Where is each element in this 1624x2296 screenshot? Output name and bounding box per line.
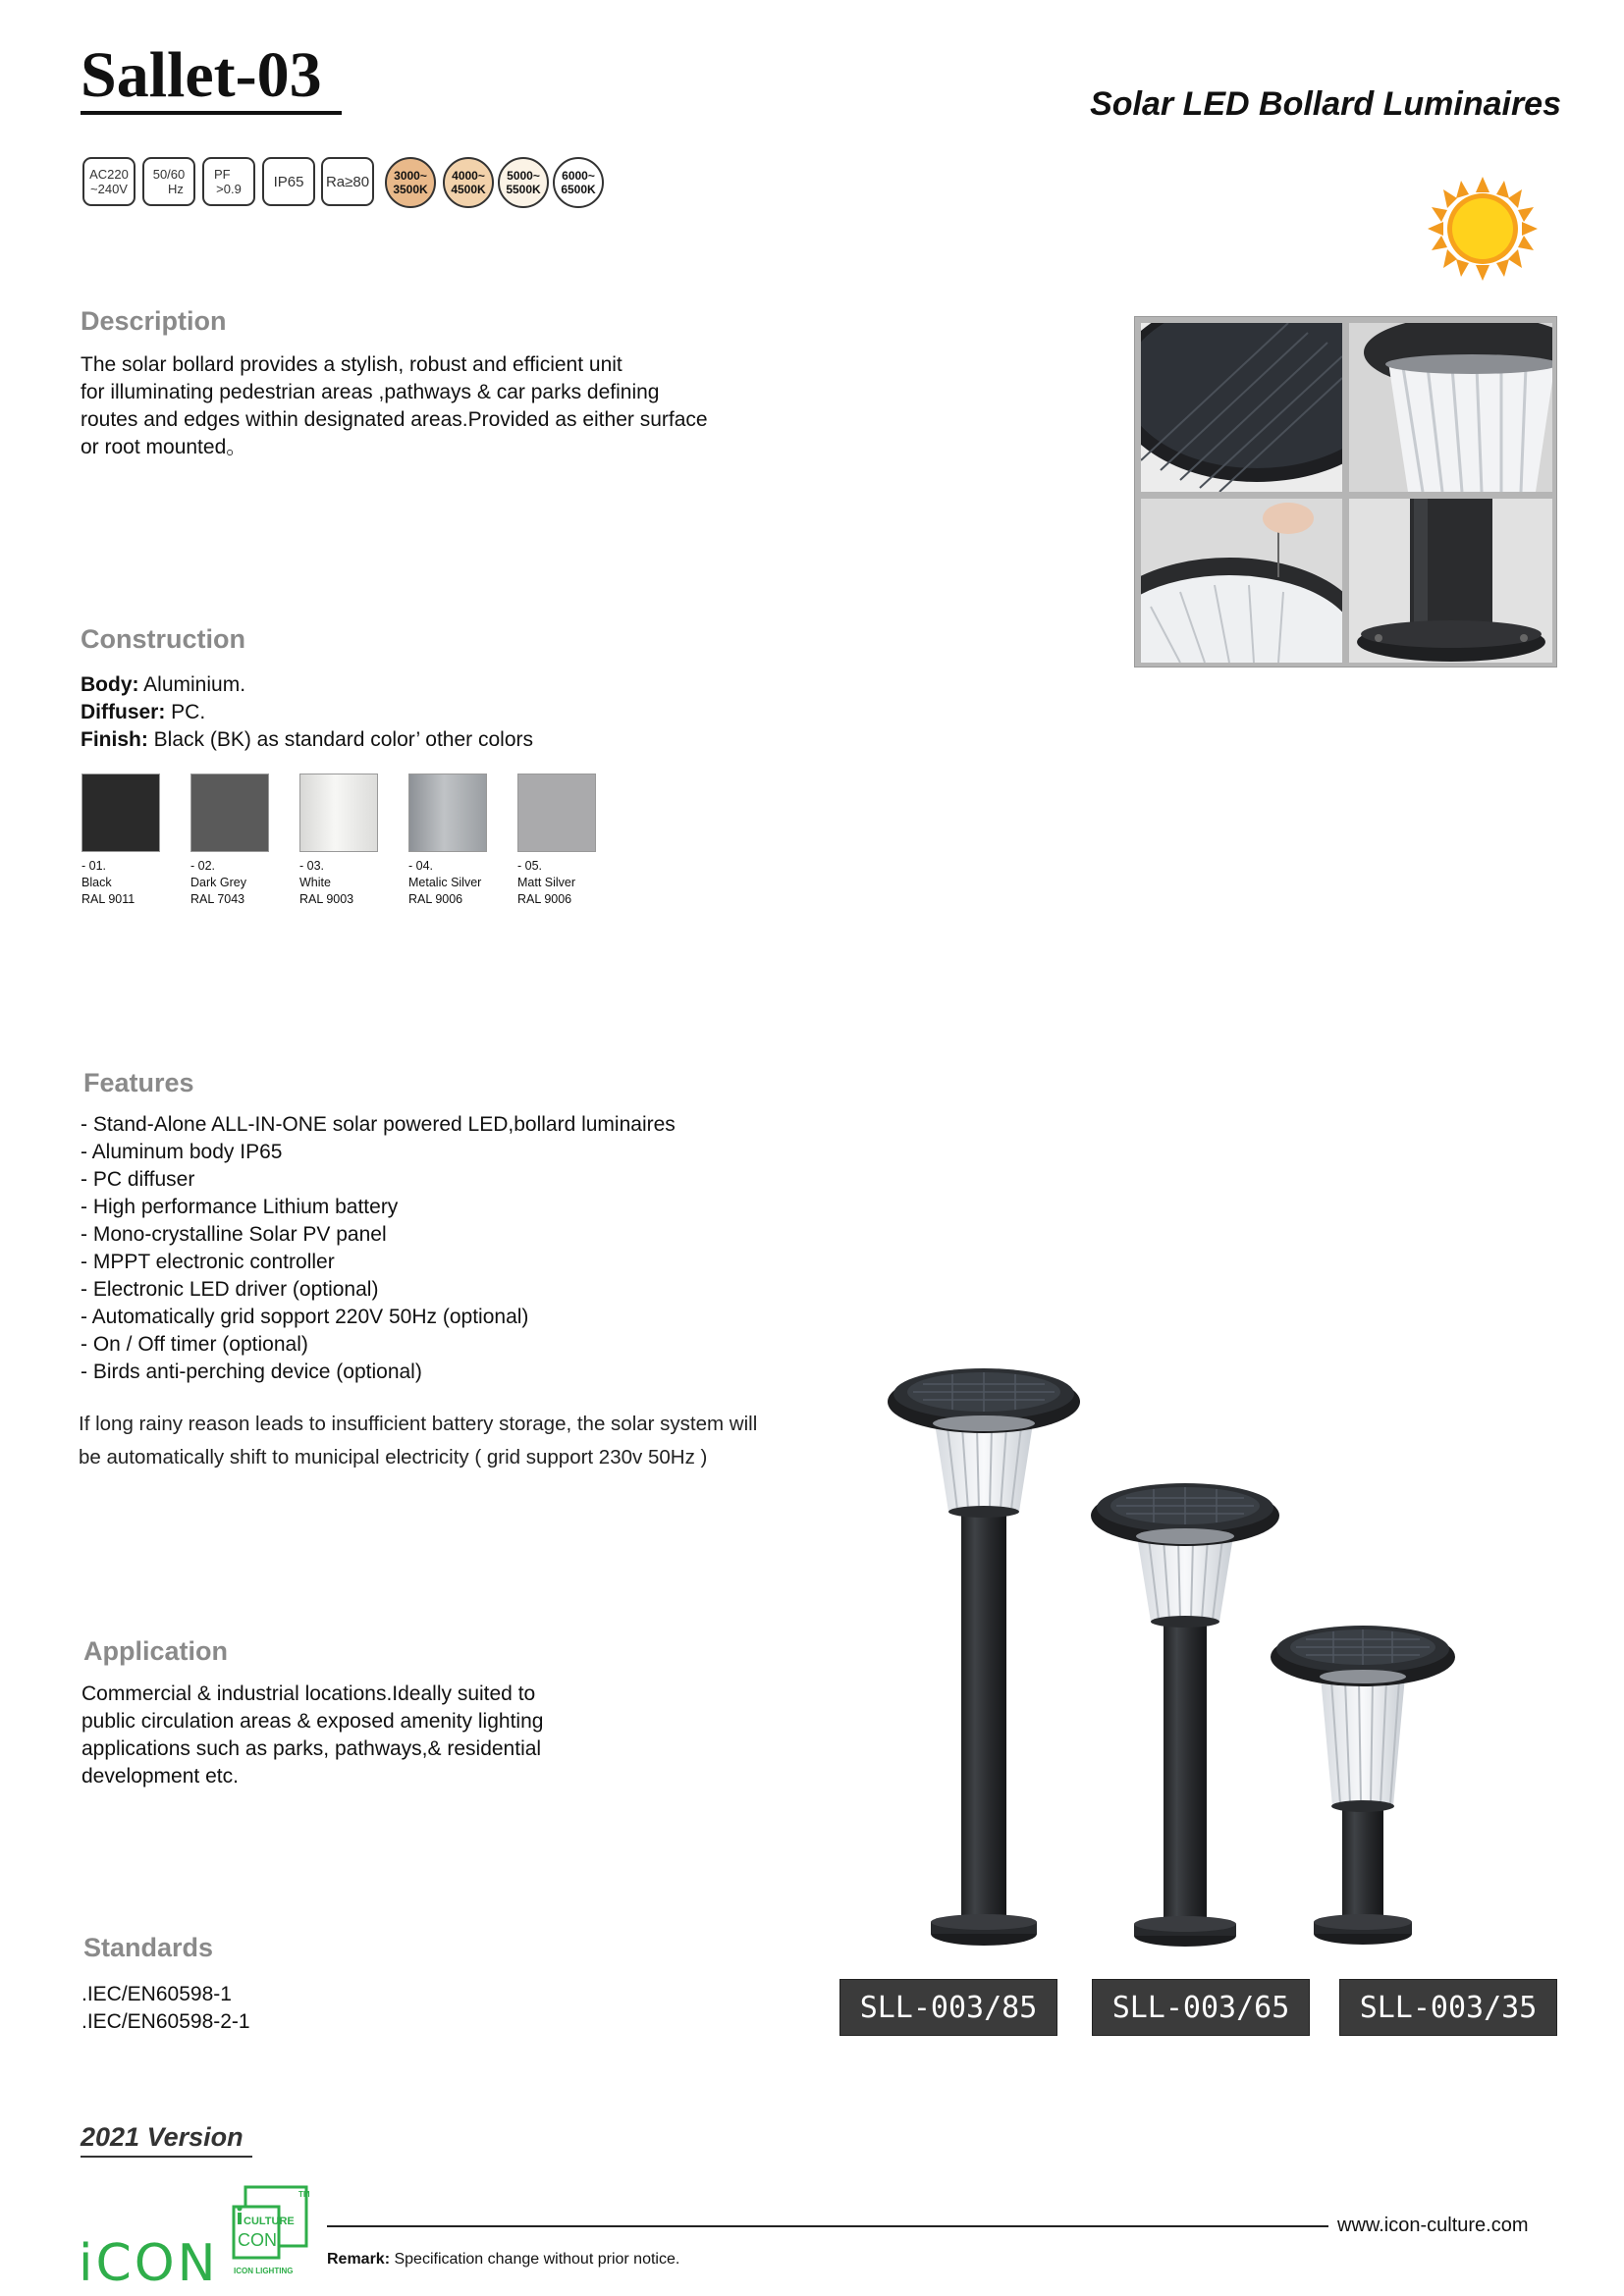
diffuser-label: Diffuser: (81, 701, 166, 723)
application-line: Commercial & industrial locations.Ideally suited to (81, 1682, 536, 1705)
feature-item: - MPPT electronic controller (81, 1251, 335, 1273)
bollard-short (1271, 1626, 1455, 1945)
description-heading: Description (81, 306, 227, 336)
standard-item: .IEC/EN60598-2-1 (81, 2010, 250, 2033)
title-underline (81, 111, 342, 115)
description-line: for illuminating pedestrian areas ,pathways & car parks defining (81, 381, 660, 403)
swatch-label-dark-grey (190, 858, 298, 908)
construction-finish-line (81, 726, 768, 754)
cct-badge-line2: 5500K (506, 183, 541, 196)
frequency-badge-line1: 50/60 (152, 167, 186, 182)
description-line: or root mounted。 (81, 436, 247, 458)
remark-body: Specification change without prior notice. (390, 2251, 680, 2268)
standards-heading: Standards (83, 1933, 214, 1962)
ip-rating-badge-text: IP65 (273, 173, 304, 190)
swatch-matt-silver (517, 774, 596, 852)
description-text (81, 351, 787, 461)
website-link[interactable]: www.icon-culture.com (1337, 2215, 1529, 2236)
version-underline (81, 2156, 252, 2158)
diffuser-value: PC. (165, 701, 206, 723)
application-text (81, 1681, 690, 1790)
footer-divider (327, 2225, 1328, 2227)
cct-badge-line1: 6000~ (562, 169, 595, 183)
feature-item: - Mono-crystalline Solar PV panel (81, 1223, 387, 1246)
remark-text (327, 2250, 679, 2269)
standard-item: .IEC/EN60598-1 (81, 1983, 232, 2005)
page-title: Sallet-03 (81, 39, 322, 111)
cct-badge-line2: 6500K (561, 183, 596, 196)
swatch-ral: RAL 9011 (81, 892, 135, 906)
bollard-medium (1091, 1483, 1279, 1947)
cri-badge (321, 157, 374, 206)
feature-item: - Stand-Alone ALL-IN-ONE solar powered LED,bollard luminaires (81, 1113, 676, 1136)
photo-solar-panel (1141, 323, 1342, 492)
badge-con-text: CON (238, 2230, 277, 2250)
swatch-metalic-silver (408, 774, 487, 852)
bollard-tall (888, 1368, 1080, 1946)
features-list (81, 1111, 676, 1386)
product-detail-photos (1134, 316, 1557, 667)
swatch-code: - 01. (81, 859, 107, 873)
swatch-name: Dark Grey (190, 876, 246, 889)
swatch-label-white (299, 858, 407, 908)
feature-item: - On / Off timer (optional) (81, 1333, 308, 1356)
remark-label: Remark: (327, 2251, 391, 2268)
frequency-badge (142, 157, 195, 206)
swatch-name: Matt Silver (517, 876, 576, 889)
badge-tm-text: TM (298, 2190, 310, 2199)
swatch-ral: RAL 9006 (517, 892, 572, 906)
feature-item: - Birds anti-perching device (optional) (81, 1361, 422, 1383)
power-factor-badge (202, 157, 255, 206)
construction-heading: Construction (81, 624, 245, 654)
icon-logo-text: iCON (79, 2234, 219, 2293)
bollard-product-illustrations (884, 1364, 1522, 1953)
cri-badge-text: Ra≥80 (325, 173, 370, 190)
swatch-code: - 05. (517, 859, 543, 873)
sun-icon (1424, 175, 1542, 283)
construction-body-line (81, 671, 768, 699)
application-heading: Application (83, 1636, 228, 1666)
voltage-badge-line2: ~240V (90, 182, 128, 196)
power-factor-badge-line2: >0.9 (216, 182, 242, 196)
swatch-label-metalic-silver (408, 858, 516, 908)
swatch-ral: RAL 7043 (190, 892, 245, 906)
application-line: public circulation areas & exposed amenity lighting (81, 1710, 544, 1733)
product-label-65: SLL-003/65 (1092, 1979, 1310, 2036)
note-line: be automatically shift to municipal electricity ( grid support 230v 50Hz ) (79, 1446, 708, 1468)
cct-badge-line1: 5000~ (507, 169, 540, 183)
cct-badge-5000k (498, 157, 549, 208)
swatch-dark-grey (190, 774, 269, 852)
body-label: Body: (81, 673, 139, 696)
product-label-35: SLL-003/35 (1339, 1979, 1557, 2036)
photo-diffuser (1349, 323, 1552, 492)
cct-badge-line1: 4000~ (452, 169, 485, 183)
voltage-badge-line1: AC220 (89, 167, 129, 182)
finish-value: Black (BK) as standard color’ other colors (147, 728, 533, 751)
grid-support-note (79, 1408, 864, 1474)
photo-anti-perching (1141, 499, 1342, 663)
description-line: routes and edges within designated areas.Provided as either surface (81, 408, 708, 431)
ip-rating-badge (262, 157, 315, 206)
cct-badge-line2: 4500K (451, 183, 486, 196)
feature-item: - High performance Lithium battery (81, 1196, 399, 1218)
application-line: applications such as parks, pathways,& residential (81, 1737, 542, 1760)
voltage-badge (82, 157, 135, 206)
swatch-black (81, 774, 160, 852)
standards-list (81, 1981, 250, 2036)
swatch-name: Metalic Silver (408, 876, 482, 889)
cct-badge-6000k (553, 157, 604, 208)
swatch-ral: RAL 9003 (299, 892, 354, 906)
photo-base-mount (1349, 499, 1552, 663)
swatch-ral: RAL 9006 (408, 892, 463, 906)
product-label-85: SLL-003/85 (839, 1979, 1057, 2036)
feature-item: - Automatically grid sopport 220V 50Hz (optional) (81, 1306, 529, 1328)
swatch-label-black (81, 858, 189, 908)
swatch-name: White (299, 876, 331, 889)
version-label: 2021 Version (81, 2122, 244, 2152)
icon-culture-badge-logo (228, 2185, 318, 2279)
power-factor-badge-line1: PF (214, 167, 231, 182)
swatch-code: - 04. (408, 859, 434, 873)
swatch-code: - 02. (190, 859, 216, 873)
note-line: If long rainy reason leads to insufficient battery storage, the solar system will (79, 1413, 758, 1435)
swatch-code: - 03. (299, 859, 325, 873)
swatch-name: Black (81, 876, 112, 889)
frequency-badge-line2: Hz (168, 182, 184, 196)
cct-badge-line2: 3500K (393, 183, 428, 196)
application-line: development etc. (81, 1765, 239, 1788)
body-value: Aluminium. (138, 673, 246, 696)
cct-badge-4000k (443, 157, 494, 208)
page-subtitle: Solar LED Bollard Luminaires (1090, 85, 1561, 123)
feature-item: - Aluminum body IP65 (81, 1141, 283, 1163)
feature-item: - PC diffuser (81, 1168, 195, 1191)
construction-diffuser-line (81, 699, 768, 726)
cct-badge-line1: 3000~ (394, 169, 427, 183)
cct-badge-3000k (385, 157, 436, 208)
finish-label: Finish: (81, 728, 148, 751)
swatch-white (299, 774, 378, 852)
feature-item: - Electronic LED driver (optional) (81, 1278, 379, 1301)
description-line: The solar bollard provides a stylish, robust and efficient unit (81, 353, 623, 376)
badge-icon-lighting-text: ICON LIGHTING (234, 2267, 294, 2275)
features-heading: Features (83, 1068, 194, 1097)
swatch-label-matt-silver (517, 858, 625, 908)
construction-text (81, 671, 768, 754)
badge-culture-text: CULTURE (244, 2216, 295, 2227)
